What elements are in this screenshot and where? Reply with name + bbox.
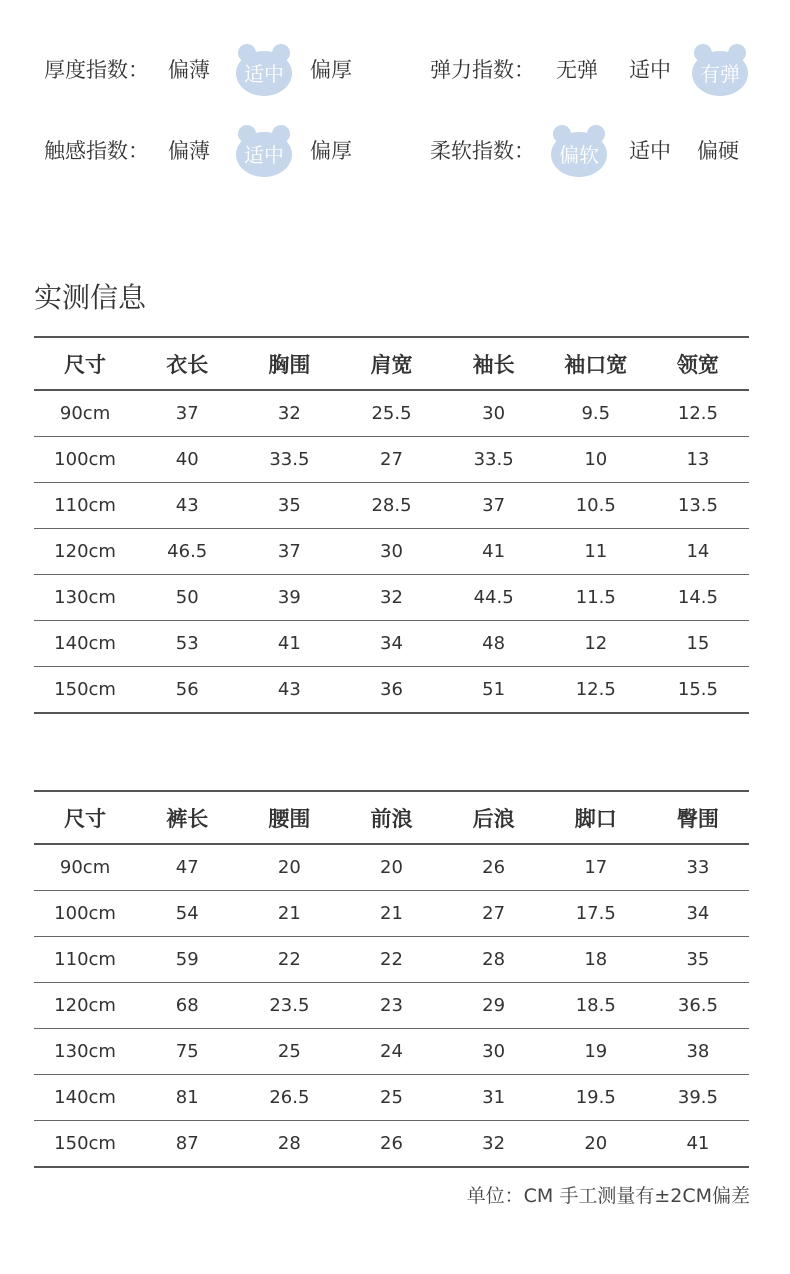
size-cell: 120cm [34,529,136,575]
measurement-cell: 28 [238,1121,340,1168]
touch-option-thick: 偏厚 [310,139,352,163]
column-header: 胸围 [238,337,340,390]
column-header: 尺寸 [34,337,136,390]
measurement-cell: 47 [136,844,238,891]
softness-option-hard: 偏硬 [697,139,739,163]
measurement-cell: 27 [443,891,545,937]
measurement-cell: 81 [136,1075,238,1121]
measurement-cell: 48 [443,621,545,667]
measurement-cell: 11 [545,529,647,575]
measurement-cell: 26 [443,844,545,891]
measurement-cell: 10 [545,437,647,483]
measurement-cell: 25 [238,1029,340,1075]
section-title: 实测信息 [34,281,147,314]
measurement-cell: 22 [238,937,340,983]
measurement-cell: 9.5 [545,390,647,437]
measurement-cell: 27 [340,437,442,483]
measurement-cell: 18.5 [545,983,647,1029]
measurement-cell: 12 [545,621,647,667]
measurement-cell: 54 [136,891,238,937]
table-row [34,390,749,437]
measurement-cell: 34 [340,621,442,667]
touch-index-label: 触感指数： [44,139,149,163]
measurement-cell: 31 [443,1075,545,1121]
column-header: 衣长 [136,337,238,390]
elasticity-option-none: 无弹 [556,58,598,82]
measurement-cell: 15 [647,621,749,667]
column-header: 后浪 [443,791,545,844]
size-cell: 140cm [34,621,136,667]
measurement-cell: 22 [340,937,442,983]
bear-badge-icon [236,44,292,96]
bottom-size-table [34,790,749,1168]
table-header-row [34,791,749,844]
column-header: 尺寸 [34,791,136,844]
measurement-cell: 14 [647,529,749,575]
measurement-cell: 24 [340,1029,442,1075]
table-row [34,891,749,937]
table-header-row [34,337,749,390]
bear-badge-icon [236,125,292,177]
measurement-cell: 11.5 [545,575,647,621]
measurement-cell: 28.5 [340,483,442,529]
measurement-cell: 20 [238,844,340,891]
measurement-cell: 87 [136,1121,238,1168]
measurement-cell: 37 [443,483,545,529]
measurement-cell: 34 [647,891,749,937]
size-cell: 110cm [34,483,136,529]
measurement-cell: 10.5 [545,483,647,529]
measurement-cell: 29 [443,983,545,1029]
size-cell: 90cm [34,390,136,437]
measurement-cell: 12.5 [545,667,647,714]
softness-option-soft-selected: 偏软 [559,143,599,167]
measurement-cell: 20 [340,844,442,891]
unit-note: 单位：CM 手工测量有±2CM偏差 [466,1185,750,1207]
measurement-cell: 21 [238,891,340,937]
measurement-cell: 13 [647,437,749,483]
softness-option-medium: 适中 [629,139,671,163]
measurement-cell: 19.5 [545,1075,647,1121]
measurement-cell: 13.5 [647,483,749,529]
column-header: 领宽 [647,337,749,390]
column-header: 腰围 [238,791,340,844]
measurement-cell: 50 [136,575,238,621]
measurement-cell: 19 [545,1029,647,1075]
size-cell: 140cm [34,1075,136,1121]
index-row-1 [0,40,790,100]
measurement-cell: 43 [238,667,340,714]
column-header: 脚口 [545,791,647,844]
measurement-cell: 41 [238,621,340,667]
measurement-cell: 39 [238,575,340,621]
thickness-index-label: 厚度指数： [44,58,149,82]
measurement-cell: 33 [647,844,749,891]
measurement-cell: 20 [545,1121,647,1168]
size-cell: 100cm [34,891,136,937]
measurement-cell: 25.5 [340,390,442,437]
measurement-cell: 26.5 [238,1075,340,1121]
table-row [34,483,749,529]
touch-option-thin: 偏薄 [168,139,210,163]
measurement-cell: 30 [340,529,442,575]
size-cell: 90cm [34,844,136,891]
measurement-cell: 30 [443,390,545,437]
size-cell: 120cm [34,983,136,1029]
measurement-cell: 14.5 [647,575,749,621]
bear-badge-icon [551,125,607,177]
table-row [34,437,749,483]
table-row [34,844,749,891]
thickness-option-thin: 偏薄 [168,58,210,82]
column-header: 臀围 [647,791,749,844]
table-row [34,621,749,667]
measurement-cell: 43 [136,483,238,529]
column-header: 袖口宽 [545,337,647,390]
measurement-cell: 68 [136,983,238,1029]
top-size-table [34,336,749,714]
measurement-cell: 38 [647,1029,749,1075]
bear-badge-icon [692,44,748,96]
table-row [34,937,749,983]
table-row [34,1075,749,1121]
index-row-2 [0,121,790,181]
measurement-cell: 40 [136,437,238,483]
table-row [34,529,749,575]
measurement-cell: 15.5 [647,667,749,714]
size-cell: 100cm [34,437,136,483]
measurement-cell: 56 [136,667,238,714]
size-cell: 130cm [34,1029,136,1075]
measurement-cell: 37 [136,390,238,437]
measurement-cell: 36 [340,667,442,714]
size-cell: 150cm [34,1121,136,1168]
column-header: 肩宽 [340,337,442,390]
table-row [34,983,749,1029]
elasticity-index-label: 弹力指数： [430,58,535,82]
measurement-cell: 35 [238,483,340,529]
measurement-cell: 18 [545,937,647,983]
size-cell: 150cm [34,667,136,714]
measurement-cell: 59 [136,937,238,983]
measurement-cell: 35 [647,937,749,983]
column-header: 前浪 [340,791,442,844]
measurement-cell: 53 [136,621,238,667]
measurement-cell: 25 [340,1075,442,1121]
measurement-cell: 12.5 [647,390,749,437]
measurement-cell: 32 [443,1121,545,1168]
measurement-cell: 75 [136,1029,238,1075]
measurement-cell: 30 [443,1029,545,1075]
measurement-cell: 17.5 [545,891,647,937]
column-header: 袖长 [443,337,545,390]
measurement-cell: 17 [545,844,647,891]
measurement-cell: 46.5 [136,529,238,575]
thickness-option-medium-selected: 适中 [244,62,284,86]
elasticity-option-stretch-selected: 有弹 [700,62,740,86]
measurement-cell: 37 [238,529,340,575]
size-cell: 130cm [34,575,136,621]
touch-option-medium-selected: 适中 [244,143,284,167]
measurement-cell: 36.5 [647,983,749,1029]
thickness-option-thick: 偏厚 [310,58,352,82]
table-row [34,1029,749,1075]
measurement-cell: 23 [340,983,442,1029]
table-row [34,1121,749,1168]
table-row [34,575,749,621]
column-header: 裤长 [136,791,238,844]
measurement-cell: 26 [340,1121,442,1168]
measurement-cell: 23.5 [238,983,340,1029]
measurement-cell: 21 [340,891,442,937]
elasticity-option-medium: 适中 [629,58,671,82]
measurement-cell: 41 [443,529,545,575]
measurement-cell: 33.5 [443,437,545,483]
measurement-cell: 41 [647,1121,749,1168]
measurement-cell: 28 [443,937,545,983]
measurement-cell: 32 [340,575,442,621]
size-cell: 110cm [34,937,136,983]
measurement-cell: 32 [238,390,340,437]
measurement-cell: 39.5 [647,1075,749,1121]
measurement-cell: 51 [443,667,545,714]
table-row [34,667,749,714]
measurement-cell: 33.5 [238,437,340,483]
softness-index-label: 柔软指数： [430,139,535,163]
measurement-cell: 44.5 [443,575,545,621]
